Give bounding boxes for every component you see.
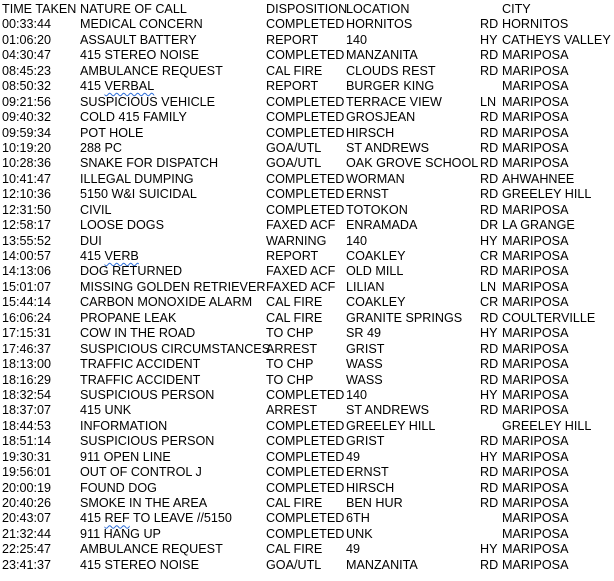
cell-city: MARIPOSA — [502, 387, 569, 402]
table-row — [0, 95, 614, 110]
cell-street-suffix: RD — [480, 156, 499, 171]
table-row — [0, 141, 614, 156]
cell-time: 20:40:26 — [2, 496, 52, 510]
cell-time: 22:25:47 — [2, 542, 52, 557]
cell-city: LA GRANGE — [502, 218, 575, 233]
cell-street-suffix: RD — [480, 480, 499, 495]
cell-street-suffix: HY — [480, 32, 498, 47]
table-row — [0, 434, 614, 449]
table-row — [0, 465, 614, 480]
cell-time: 21:32:44 — [2, 526, 52, 541]
cell-city: MARIPOSA — [502, 465, 569, 480]
cell-city: COULTERVILLE — [502, 310, 596, 325]
table-row — [0, 218, 614, 233]
cell-nature: COW IN THE ROAD — [80, 326, 196, 341]
table-row — [0, 249, 614, 264]
cell-disposition: GOA/UTL — [266, 557, 322, 572]
cell-city: MARIPOSA — [502, 496, 569, 510]
cell-location: GRIST — [346, 341, 385, 356]
cell-time: 09:40:32 — [2, 110, 52, 125]
cell-location: MANZANITA — [346, 557, 418, 572]
cell-nature: TRAFFIC ACCIDENT — [80, 372, 201, 387]
cell-disposition: COMPLETED — [266, 387, 345, 402]
cell-disposition: FAXED ACF — [266, 218, 336, 233]
table-row — [0, 450, 614, 465]
cell-nature: SMOKE IN THE AREA — [80, 496, 208, 510]
table-row — [0, 373, 614, 388]
cell-city: MARIPOSA — [502, 110, 569, 125]
cell-location: OAK GROVE SCHOOL — [346, 156, 479, 171]
cell-city: MARIPOSA — [502, 94, 569, 109]
cell-street-suffix: HY — [480, 542, 498, 557]
cell-time: 01:06:20 — [2, 32, 52, 47]
cell-city: GREELEY HILL — [502, 187, 592, 202]
cell-time: 10:41:47 — [2, 171, 52, 186]
cell-time: 14:00:57 — [2, 249, 52, 263]
cell-nature: 415 VERB — [80, 249, 139, 263]
cell-city: MARIPOSA — [502, 526, 569, 541]
cell-location: 6TH — [346, 511, 370, 526]
cell-street-suffix: RD — [480, 496, 499, 510]
cell-time: 08:45:23 — [2, 63, 52, 78]
cell-time: 19:56:01 — [2, 465, 52, 480]
cell-nature: SUSPICIOUS CIRCUMSTANCES — [80, 341, 271, 356]
cell-street-suffix: HY — [480, 326, 498, 341]
table-row — [0, 280, 614, 295]
cell-nature: SUSPICIOUS VEHICLE — [80, 94, 216, 109]
cell-disposition: CAL FIRE — [266, 542, 323, 557]
cell-location: 49 — [346, 542, 361, 557]
cell-city: MARIPOSA — [502, 434, 569, 449]
cell-nature: OUT OF CONTROL J — [80, 465, 202, 480]
cell-location: BEN HUR — [346, 496, 403, 510]
header-time-taken: TIME TAKEN — [2, 2, 77, 16]
cell-location: WASS — [346, 357, 383, 372]
cell-time: 10:19:20 — [2, 140, 52, 155]
cell-city: MARIPOSA — [502, 48, 569, 63]
cell-location: ERNST — [346, 187, 389, 202]
cell-city: MARIPOSA — [502, 233, 569, 248]
table-row — [0, 79, 614, 94]
cell-nature: AMBULANCE REQUEST — [80, 542, 223, 557]
table-row — [0, 558, 614, 573]
cell-disposition: GOA/UTL — [266, 156, 322, 171]
cell-location: COAKLEY — [346, 249, 406, 263]
cell-time: 18:44:53 — [2, 418, 52, 433]
cell-location: BURGER KING — [346, 79, 435, 94]
cell-street-suffix: RD — [480, 140, 499, 155]
cell-street-suffix: RD — [480, 434, 499, 449]
cell-disposition: REPORT — [266, 249, 319, 263]
cell-time: 20:00:19 — [2, 480, 52, 495]
cell-city: MARIPOSA — [502, 341, 569, 356]
table-row — [0, 496, 614, 511]
cell-disposition: COMPLETED — [266, 125, 345, 140]
cell-location: HIRSCH — [346, 480, 395, 495]
cell-location: CLOUDS REST — [346, 63, 436, 78]
cell-city: MARIPOSA — [502, 511, 569, 526]
cell-location: HIRSCH — [346, 125, 395, 140]
table-row — [0, 357, 614, 372]
cell-time: 12:10:36 — [2, 187, 52, 202]
cell-nature: MEDICAL CONCERN — [80, 17, 203, 32]
cell-disposition: TO CHP — [266, 357, 314, 372]
cell-street-suffix: RD — [480, 403, 499, 418]
cell-disposition: REPORT — [266, 32, 319, 47]
header-location: LOCATION — [346, 2, 410, 16]
cell-street-suffix: LN — [480, 279, 497, 294]
cell-location: ST ANDREWS — [346, 140, 430, 155]
cell-street-suffix: HY — [480, 233, 498, 248]
cell-disposition: COMPLETED — [266, 511, 345, 526]
cell-nature: ILLEGAL DUMPING — [80, 171, 194, 186]
cell-location: COAKLEY — [346, 295, 406, 310]
cell-nature: 415 VERBAL — [80, 79, 155, 94]
table-row — [0, 295, 614, 310]
cell-location: GREELEY HILL — [346, 418, 436, 433]
cell-nature: 911 HANG UP — [80, 526, 161, 541]
cell-city: MARIPOSA — [502, 449, 569, 464]
table-row — [0, 33, 614, 48]
cell-time: 10:28:36 — [2, 156, 52, 171]
cell-time: 18:32:54 — [2, 387, 52, 402]
cell-city: MARIPOSA — [502, 372, 569, 387]
cell-city: HORNITOS — [502, 17, 569, 32]
cell-location: 49 — [346, 449, 361, 464]
cell-city: MARIPOSA — [502, 140, 569, 155]
cell-city: MARIPOSA — [502, 357, 569, 372]
table-row — [0, 542, 614, 557]
cell-street-suffix: RD — [480, 264, 499, 279]
table-row — [0, 388, 614, 403]
cell-disposition: REPORT — [266, 79, 319, 94]
cell-city: MARIPOSA — [502, 326, 569, 341]
cell-street-suffix: RD — [480, 187, 499, 202]
cell-time: 00:33:44 — [2, 17, 52, 32]
cell-nature: COLD 415 FAMILY — [80, 110, 187, 125]
cell-location: 140 — [346, 32, 368, 47]
cell-city: MARIPOSA — [502, 264, 569, 279]
cell-time: 19:30:31 — [2, 449, 52, 464]
cell-time: 04:30:47 — [2, 48, 52, 63]
cell-nature: FOUND DOG — [80, 480, 157, 495]
cell-time: 18:13:00 — [2, 357, 52, 372]
cell-disposition: GOA/UTL — [266, 140, 322, 155]
cell-time: 09:59:34 — [2, 125, 52, 140]
table-body — [0, 17, 614, 573]
cell-nature: ASSAULT BATTERY — [80, 32, 197, 47]
cell-location: MANZANITA — [346, 48, 418, 63]
cell-city: CATHEYS VALLEY — [502, 32, 611, 47]
table-row — [0, 403, 614, 418]
cell-street-suffix: HY — [480, 387, 498, 402]
table-row — [0, 203, 614, 218]
cell-location: HORNITOS — [346, 17, 413, 32]
cell-location: ST ANDREWS — [346, 403, 430, 418]
cell-street-suffix: RD — [480, 557, 499, 572]
cell-location: ENRAMADA — [346, 218, 418, 233]
table-row — [0, 481, 614, 496]
cell-city: MARIPOSA — [502, 249, 569, 263]
table-row — [0, 527, 614, 542]
header-nature-of-call: NATURE OF CALL — [80, 2, 187, 16]
cell-street-suffix: CR — [480, 295, 499, 310]
header-city: CITY — [502, 2, 531, 16]
cell-disposition: COMPLETED — [266, 187, 345, 202]
cell-nature: CARBON MONOXIDE ALARM — [80, 295, 253, 310]
cell-time: 15:44:14 — [2, 295, 52, 310]
cell-street-suffix: RD — [480, 341, 499, 356]
spellcheck-flagged-word: VERB — [104, 249, 139, 263]
cell-city: MARIPOSA — [502, 403, 569, 418]
cell-time: 18:16:29 — [2, 372, 52, 387]
cell-street-suffix: HY — [480, 449, 498, 464]
cell-location: SR 49 — [346, 326, 382, 341]
cell-location: TOTOKON — [346, 202, 408, 217]
cell-time: 12:58:17 — [2, 218, 52, 233]
cell-time: 16:06:24 — [2, 310, 52, 325]
cell-disposition: COMPLETED — [266, 171, 345, 186]
cell-location: GRANITE SPRINGS — [346, 310, 463, 325]
cell-time: 09:21:56 — [2, 94, 52, 109]
cell-location: ERNST — [346, 465, 389, 480]
cell-disposition: COMPLETED — [266, 465, 345, 480]
cell-street-suffix: RD — [480, 357, 499, 372]
header-disposition: DISPOSITION — [266, 2, 348, 16]
call-log-table — [0, 2, 614, 573]
cell-location: LILIAN — [346, 279, 385, 294]
cell-disposition: COMPLETED — [266, 202, 345, 217]
cell-nature: 415 REF TO LEAVE //5150 — [80, 511, 232, 526]
cell-disposition: TO CHP — [266, 326, 314, 341]
cell-city: MARIPOSA — [502, 63, 569, 78]
table-header — [0, 2, 614, 17]
table-row — [0, 326, 614, 341]
cell-disposition: COMPLETED — [266, 434, 345, 449]
table-row — [0, 48, 614, 63]
table-row — [0, 110, 614, 125]
cell-disposition: COMPLETED — [266, 48, 345, 63]
cell-nature: AMBULANCE REQUEST — [80, 63, 223, 78]
cell-disposition: COMPLETED — [266, 110, 345, 125]
table-row — [0, 311, 614, 326]
table-row — [0, 64, 614, 79]
cell-location: 140 — [346, 387, 368, 402]
cell-disposition: COMPLETED — [266, 94, 345, 109]
cell-nature: DOG RETURNED — [80, 264, 183, 279]
cell-nature: INFORMATION — [80, 418, 168, 433]
cell-time: 15:01:07 — [2, 279, 52, 294]
cell-street-suffix: RD — [480, 202, 499, 217]
cell-street-suffix: RD — [480, 63, 499, 78]
cell-street-suffix: RD — [480, 125, 499, 140]
cell-street-suffix: RD — [480, 372, 499, 387]
cell-nature: 415 STEREO NOISE — [80, 48, 199, 63]
cell-disposition: COMPLETED — [266, 480, 345, 495]
cell-location: TERRACE VIEW — [346, 94, 442, 109]
cell-time: 20:43:07 — [2, 511, 52, 526]
table-row — [0, 172, 614, 187]
cell-street-suffix: RD — [480, 310, 499, 325]
table-row — [0, 419, 614, 434]
cell-street-suffix: RD — [480, 110, 499, 125]
cell-nature: 415 STEREO NOISE — [80, 557, 199, 572]
table-row — [0, 156, 614, 171]
cell-street-suffix: CR — [480, 249, 499, 263]
cell-location: 140 — [346, 233, 368, 248]
table-row — [0, 17, 614, 32]
cell-nature: LOOSE DOGS — [80, 218, 164, 233]
cell-time: 08:50:32 — [2, 79, 52, 94]
table-row — [0, 187, 614, 202]
table-row — [0, 264, 614, 279]
cell-city: MARIPOSA — [502, 202, 569, 217]
cell-city: MARIPOSA — [502, 125, 569, 140]
cell-disposition: WARNING — [266, 233, 327, 248]
cell-city: MARIPOSA — [502, 295, 569, 310]
cell-disposition: CAL FIRE — [266, 63, 323, 78]
cell-nature: 415 UNK — [80, 403, 132, 418]
cell-time: 18:51:14 — [2, 434, 52, 449]
cell-location: WORMAN — [346, 171, 405, 186]
cell-disposition: ARREST — [266, 341, 318, 356]
cell-time: 18:37:07 — [2, 403, 52, 418]
cell-nature: SNAKE FOR DISPATCH — [80, 156, 219, 171]
cell-location: GROSJEAN — [346, 110, 416, 125]
cell-nature: DUI — [80, 233, 102, 248]
cell-time: 12:31:50 — [2, 202, 52, 217]
cell-street-suffix: RD — [480, 465, 499, 480]
cell-city: MARIPOSA — [502, 557, 569, 572]
cell-nature: CIVIL — [80, 202, 112, 217]
cell-street-suffix: DR — [480, 218, 499, 233]
cell-time: 13:55:52 — [2, 233, 52, 248]
table-row — [0, 126, 614, 141]
spellcheck-flagged-word: VERBAL — [104, 79, 155, 94]
cell-nature: POT HOLE — [80, 125, 144, 140]
cell-nature: 288 PC — [80, 140, 123, 155]
cell-city: MARIPOSA — [502, 480, 569, 495]
table-row — [0, 234, 614, 249]
table-row — [0, 342, 614, 357]
cell-nature: 5150 W&I SUICIDAL — [80, 187, 197, 202]
cell-location: GRIST — [346, 434, 385, 449]
cell-nature: SUSPICIOUS PERSON — [80, 434, 215, 449]
spellcheck-flagged-word: REF — [104, 511, 130, 526]
cell-nature: MISSING GOLDEN RETRIEVER — [80, 279, 266, 294]
cell-time: 17:15:31 — [2, 326, 52, 341]
cell-street-suffix: RD — [480, 48, 499, 63]
cell-disposition: COMPLETED — [266, 418, 345, 433]
cell-disposition: COMPLETED — [266, 526, 345, 541]
table-row — [0, 511, 614, 526]
cell-city: MARIPOSA — [502, 156, 569, 171]
cell-nature: 911 OPEN LINE — [80, 449, 171, 464]
cell-disposition: FAXED ACF — [266, 279, 336, 294]
cell-street-suffix: RD — [480, 17, 499, 32]
cell-street-suffix: RD — [480, 171, 499, 186]
cell-nature: PROPANE LEAK — [80, 310, 177, 325]
cell-city: GREELEY HILL — [502, 418, 592, 433]
cell-disposition: COMPLETED — [266, 449, 345, 464]
cell-time: 17:46:37 — [2, 341, 52, 356]
cell-disposition: COMPLETED — [266, 17, 345, 32]
cell-nature: TRAFFIC ACCIDENT — [80, 357, 201, 372]
cell-time: 14:13:06 — [2, 264, 52, 279]
cell-city: MARIPOSA — [502, 279, 569, 294]
cell-disposition: CAL FIRE — [266, 295, 323, 310]
cell-city: AHWAHNEE — [502, 171, 575, 186]
cell-disposition: ARREST — [266, 403, 318, 418]
cell-location: WASS — [346, 372, 383, 387]
cell-disposition: TO CHP — [266, 372, 314, 387]
cell-city: MARIPOSA — [502, 79, 569, 94]
cell-time: 23:41:37 — [2, 557, 52, 572]
cell-nature: SUSPICIOUS PERSON — [80, 387, 215, 402]
cell-location: OLD MILL — [346, 264, 404, 279]
cell-disposition: CAL FIRE — [266, 496, 323, 510]
cell-city: MARIPOSA — [502, 542, 569, 557]
cell-street-suffix: LN — [480, 94, 497, 109]
cell-disposition: CAL FIRE — [266, 310, 323, 325]
cell-location: UNK — [346, 526, 373, 541]
cell-disposition: FAXED ACF — [266, 264, 336, 279]
